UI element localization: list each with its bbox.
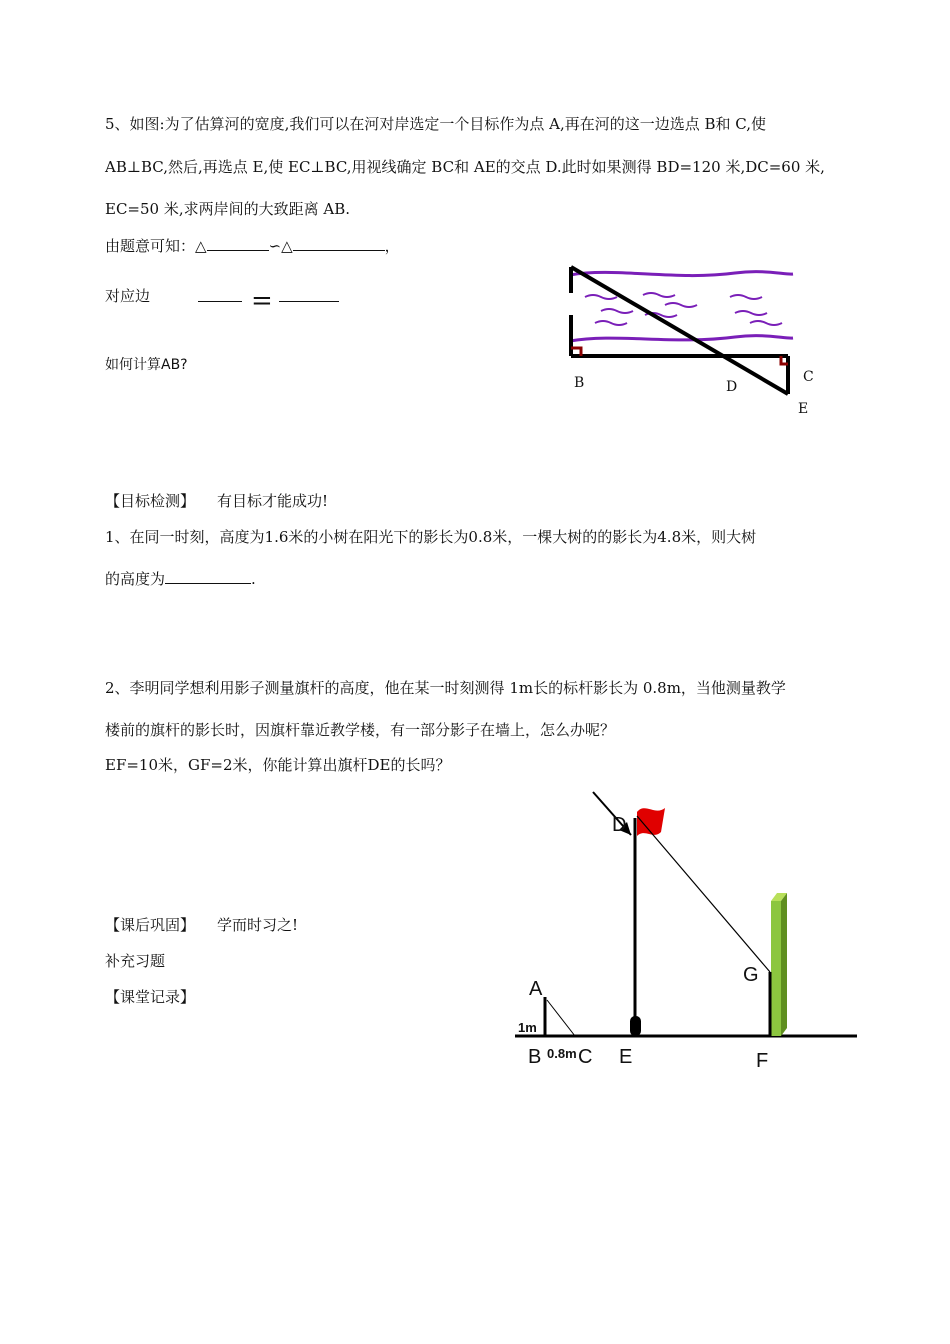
label-0-8m: 0.8m xyxy=(547,1046,577,1061)
after-class-motto: 学而时习之! xyxy=(217,916,299,934)
label-e: E xyxy=(619,1046,633,1068)
problem5-line3: EC=50 米,求两岸间的大致距离 AB. xyxy=(105,200,351,218)
label-c: C xyxy=(578,1046,593,1068)
q2-line2: 楼前的旗杆的影长时，因旗杆靠近教学楼，有一部分影子在墙上，怎么办呢？ xyxy=(105,721,616,739)
q1-end: . xyxy=(251,570,256,588)
similar-prefix: 由题意可知：△ xyxy=(105,237,207,255)
ratio-blank-2[interactable] xyxy=(279,287,339,302)
label-e: E xyxy=(798,401,809,417)
similar-suffix: ， xyxy=(384,237,400,255)
problem5-line2: AB⊥BC,然后,再选点 E,使 EC⊥BC,用视线确定 BC和 AE的交点 D.此时如果测得 BD=120 米,DC=60 米, xyxy=(105,158,825,176)
pole-shadow-ray xyxy=(547,1000,575,1036)
sun-ray-to-g xyxy=(637,816,770,972)
q1-line2-wrap xyxy=(105,569,256,589)
q1-line1: 1、在同一时刻，高度为1.6米的小树在阳光下的影长为0.8米，一棵大树的的影长为4.8米，则大树 xyxy=(105,528,757,546)
label-d: D xyxy=(612,814,627,836)
wall-front xyxy=(771,901,781,1036)
flagpole-base xyxy=(630,1016,641,1036)
flagpole-diagram xyxy=(505,760,865,1080)
tree-height-blank[interactable] xyxy=(165,569,251,584)
equals-sign: = xyxy=(251,286,273,316)
ae-sight-line xyxy=(571,267,788,394)
river-diagram xyxy=(555,255,815,425)
label-d: D xyxy=(726,379,738,395)
problem5-line1: 5、如图:为了估算河的宽度,我们可以在河对岸选定一个目标作为点 A,再在河的这一边选点 B和 C,使 xyxy=(105,115,767,133)
ratio-blank-1[interactable] xyxy=(198,287,242,302)
label-a: A xyxy=(529,978,543,1000)
after-class-heading xyxy=(105,915,298,935)
similar-triangles-line xyxy=(105,236,400,256)
label-c: C xyxy=(803,369,814,385)
q1-line2: 的高度为 xyxy=(105,570,166,588)
class-record-header: 【课堂记录】 xyxy=(105,988,196,1006)
label-g: G xyxy=(743,964,759,986)
river-waves xyxy=(585,293,782,325)
label-b: B xyxy=(528,1046,542,1068)
how-to-question: 如何计算AB? xyxy=(105,357,188,373)
target-check-motto: 有目标才能成功! xyxy=(217,492,329,510)
triangle-blank-1[interactable] xyxy=(207,236,269,251)
q2-line1: 2、李明同学想利用影子测量旗杆的高度，他在某一时刻测得 1m长的标杆影长为 0.8m，当他测量教学 xyxy=(105,679,786,697)
supplement-exercises: 补充习题 xyxy=(105,952,166,970)
label-b: B xyxy=(574,375,585,391)
after-class-header: 【课后巩固】 xyxy=(105,916,196,934)
corresponding-label: 对应边 xyxy=(105,287,151,305)
wall-side xyxy=(781,893,787,1036)
label-f: F xyxy=(756,1050,769,1072)
label-1m: 1m xyxy=(518,1020,537,1035)
target-check-heading xyxy=(105,491,328,511)
triangle-blank-2[interactable] xyxy=(293,236,385,251)
target-check-header: 【目标检测】 xyxy=(105,492,196,510)
similar-symbol: ∽△ xyxy=(268,237,293,255)
q2-line3: EF=10米，GF=2米，你能计算出旗杆DE的长吗？ xyxy=(105,756,451,774)
